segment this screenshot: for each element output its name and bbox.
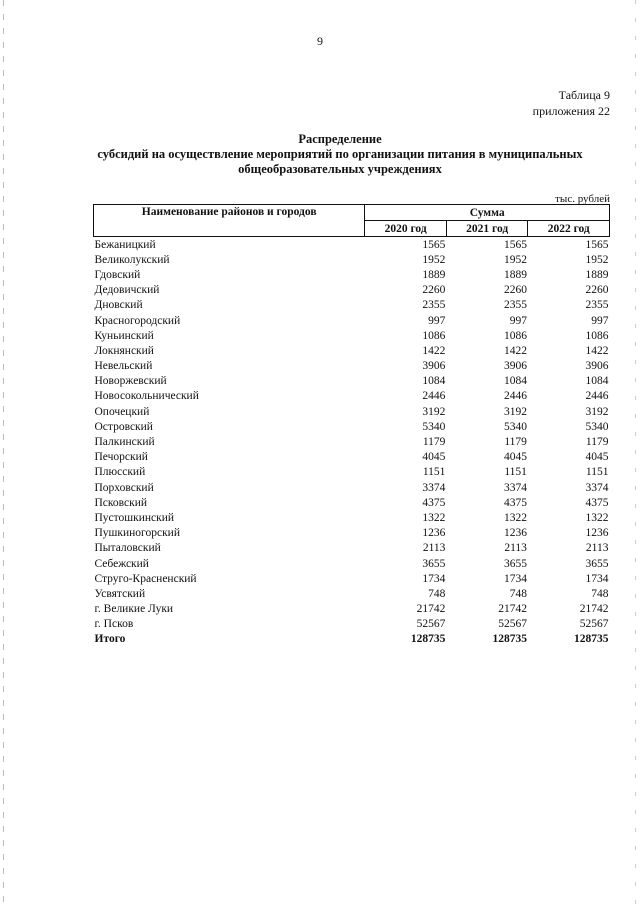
value-2020: 3655 xyxy=(422,557,446,570)
value-2020: 2355 xyxy=(422,299,446,312)
region-name: Палкинский xyxy=(94,436,155,449)
region-name: Пушкиногорский xyxy=(94,527,180,540)
table-row xyxy=(94,526,610,541)
table-row xyxy=(94,480,610,495)
value-2022: 2113 xyxy=(585,542,609,555)
value-2020: 748 xyxy=(428,587,446,600)
value-2022: 1734 xyxy=(585,572,609,585)
table-row xyxy=(94,283,610,298)
value-2022: 1179 xyxy=(585,436,609,449)
table-row xyxy=(94,541,610,556)
value-2020: 2113 xyxy=(422,542,446,555)
scan-edge-left xyxy=(3,0,4,905)
value-2022: 1236 xyxy=(585,527,609,540)
region-name: Невельский xyxy=(94,360,153,373)
region-name: Пыталовский xyxy=(94,542,161,555)
value-2021: 5340 xyxy=(503,420,527,433)
region-name: Локнянский xyxy=(94,344,154,357)
value-2021: 1734 xyxy=(503,572,527,585)
table-row xyxy=(94,313,610,328)
region-name: Плюсский xyxy=(94,466,146,479)
region-name: Великолукский xyxy=(94,253,170,266)
value-2022: 128735 xyxy=(574,633,609,646)
value-2021: 1422 xyxy=(503,344,527,357)
value-2021: 1084 xyxy=(503,375,527,388)
table-row xyxy=(94,571,610,586)
value-2021: 997 xyxy=(509,314,527,327)
table-row xyxy=(94,617,610,632)
value-2022: 2355 xyxy=(585,299,609,312)
region-name: Итого xyxy=(94,633,126,646)
header-year-2020: 2020 год xyxy=(365,221,447,237)
table-row xyxy=(94,495,610,510)
value-2020: 1322 xyxy=(422,511,446,524)
header-row xyxy=(94,205,610,221)
title-line1: Распределение xyxy=(298,132,382,146)
table-ref-line1: Таблица 9 xyxy=(558,88,610,102)
value-2022: 4375 xyxy=(585,496,609,509)
table-ref-line2: приложения 22 xyxy=(532,104,610,118)
value-2021: 52567 xyxy=(498,618,527,631)
value-2021: 1565 xyxy=(503,238,527,251)
value-2021: 3192 xyxy=(503,405,527,418)
value-2022: 3192 xyxy=(585,405,609,418)
value-2022: 1084 xyxy=(585,375,609,388)
table-row xyxy=(94,510,610,525)
table-row xyxy=(94,267,610,282)
region-name: Пустошкинский xyxy=(94,511,175,524)
value-2021: 1952 xyxy=(503,253,527,266)
header-region: Наименование районов и городов xyxy=(94,205,365,237)
value-2020: 4375 xyxy=(422,496,446,509)
value-2020: 1952 xyxy=(422,253,446,266)
value-2020: 5340 xyxy=(422,420,446,433)
region-name: Усвятский xyxy=(94,587,146,600)
table-row xyxy=(94,586,610,601)
value-2021: 1322 xyxy=(503,511,527,524)
value-2020: 997 xyxy=(428,314,446,327)
region-name: Куньинский xyxy=(94,329,154,342)
table-row xyxy=(94,237,610,253)
value-2021: 21742 xyxy=(498,603,527,616)
title-line2: субсидий на осуществление мероприятий по организации питания в муниципальных xyxy=(97,147,583,161)
region-name: Себежский xyxy=(94,557,149,570)
value-2020: 1889 xyxy=(422,268,446,281)
value-2021: 3374 xyxy=(503,481,527,494)
value-2022: 1889 xyxy=(585,268,609,281)
region-name: Дновский xyxy=(94,299,143,312)
value-2021: 4045 xyxy=(503,451,527,464)
table-row xyxy=(94,374,610,389)
value-2020: 128735 xyxy=(410,633,446,646)
table-row xyxy=(94,450,610,465)
table-row xyxy=(94,602,610,617)
value-2021: 2260 xyxy=(503,284,527,297)
value-2022: 3906 xyxy=(585,360,609,373)
value-2021: 2113 xyxy=(504,542,527,555)
value-2020: 1422 xyxy=(422,344,446,357)
value-2020: 1734 xyxy=(422,572,446,585)
table-row xyxy=(94,465,610,480)
region-name: Дедовичский xyxy=(94,284,160,297)
value-2020: 3192 xyxy=(422,405,446,418)
region-name: Печорский xyxy=(94,451,148,464)
table-row xyxy=(94,556,610,571)
title-line3: общеобразовательных учреждениях xyxy=(238,162,442,176)
value-2022: 3655 xyxy=(585,557,609,570)
value-2020: 52567 xyxy=(416,618,446,631)
header-sum: Сумма xyxy=(365,205,610,221)
value-2022: 52567 xyxy=(579,618,609,631)
value-2021: 1889 xyxy=(503,268,527,281)
region-name: Гдовский xyxy=(94,268,141,281)
value-2022: 3374 xyxy=(585,481,609,494)
value-2022: 1422 xyxy=(585,344,609,357)
value-2021: 1236 xyxy=(503,527,527,540)
value-2022: 748 xyxy=(591,587,609,600)
value-2020: 1565 xyxy=(422,238,446,251)
value-2020: 1084 xyxy=(422,375,446,388)
value-2022: 1151 xyxy=(585,466,609,479)
value-2022: 1565 xyxy=(585,238,609,251)
value-2020: 1151 xyxy=(422,466,446,479)
value-2021: 3655 xyxy=(503,557,527,570)
value-2022: 2446 xyxy=(585,390,609,403)
region-name: Красногородский xyxy=(94,314,181,327)
table-body xyxy=(94,237,610,648)
value-2020: 1086 xyxy=(422,329,446,342)
value-2022: 1086 xyxy=(585,329,609,342)
table-row xyxy=(94,359,610,374)
region-name: Бежаницкий xyxy=(94,238,156,251)
region-name: Новоржевский xyxy=(94,375,167,388)
region-name: г. Псков xyxy=(94,618,134,631)
page-number: 9 xyxy=(317,34,323,48)
value-2021: 128735 xyxy=(492,633,527,646)
table-row xyxy=(94,298,610,313)
total-row xyxy=(94,632,610,647)
region-name: Новосокольнический xyxy=(94,390,199,403)
document-title xyxy=(40,132,640,177)
value-2020: 4045 xyxy=(422,451,446,464)
table-row xyxy=(94,343,610,358)
region-name: г. Великие Луки xyxy=(94,603,174,616)
value-2020: 3906 xyxy=(422,360,446,373)
value-2020: 2446 xyxy=(422,390,446,403)
region-name: Опочецкий xyxy=(94,405,150,418)
value-2022: 1322 xyxy=(585,511,609,524)
value-2021: 1179 xyxy=(504,436,527,449)
table-row xyxy=(94,252,610,267)
header-year-2021: 2021 год xyxy=(446,221,528,237)
table-row xyxy=(94,328,610,343)
value-2022: 5340 xyxy=(585,420,609,433)
value-2022: 2260 xyxy=(585,284,609,297)
subsidy-table xyxy=(93,204,610,647)
header-year-2022: 2022 год xyxy=(528,221,610,237)
value-2021: 2355 xyxy=(503,299,527,312)
value-2020: 1179 xyxy=(422,436,446,449)
value-2021: 1086 xyxy=(503,329,527,342)
value-2022: 1952 xyxy=(585,253,609,266)
region-name: Псковский xyxy=(94,496,148,509)
table-row xyxy=(94,434,610,449)
value-2021: 2446 xyxy=(503,390,527,403)
table-row xyxy=(94,389,610,404)
table-reference xyxy=(533,87,610,119)
table-row xyxy=(94,404,610,419)
value-2020: 3374 xyxy=(422,481,446,494)
value-2022: 4045 xyxy=(585,451,609,464)
region-name: Струго-Красненский xyxy=(94,572,197,585)
value-2021: 1151 xyxy=(504,466,527,479)
value-2022: 21742 xyxy=(579,603,609,616)
region-name: Островский xyxy=(94,420,153,433)
value-2021: 748 xyxy=(509,587,527,600)
value-2021: 4375 xyxy=(503,496,527,509)
table-row xyxy=(94,419,610,434)
value-2020: 1236 xyxy=(422,527,446,540)
value-2020: 2260 xyxy=(422,284,446,297)
region-name: Порховский xyxy=(94,481,154,494)
value-2020: 21742 xyxy=(416,603,446,616)
value-2021: 3906 xyxy=(503,360,527,373)
units-label: тыс. рублей xyxy=(555,193,610,205)
value-2022: 997 xyxy=(591,314,609,327)
